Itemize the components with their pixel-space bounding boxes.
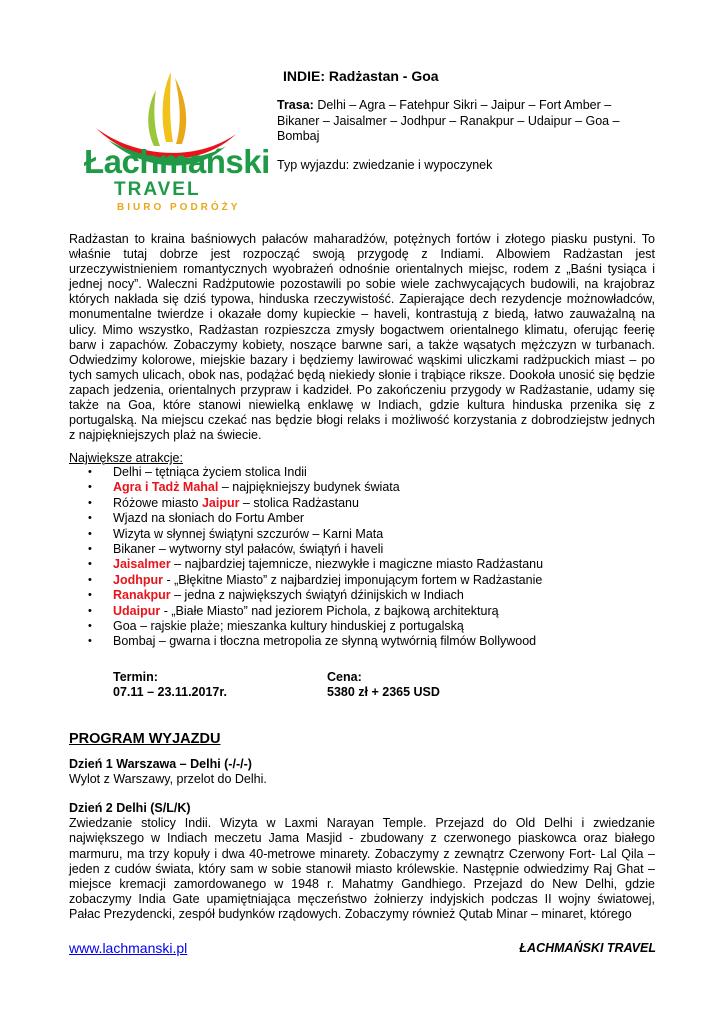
- attraction-item: [69, 465, 659, 480]
- route-value: Delhi – Agra – Fatehpur Sikri – Jaipur – Fort Amber – Bikaner – Jaisalmer – Jodhpur – Ranakpur – Udaipur – Goa – Bombaj: [277, 98, 620, 143]
- page-title: INDIE: Radżastan - Goa: [283, 68, 439, 84]
- attraction-highlight: Udaipur: [113, 603, 161, 618]
- attraction-text: Bombaj – gwarna i tłoczna metropolia ze słynną wytwórnią filmów Bollywood: [113, 634, 537, 649]
- attraction-text: Bikaner – wytworny styl pałaców, świątyń i haveli: [113, 542, 384, 557]
- logo-travel: TRAVEL: [114, 179, 201, 200]
- date-value: 07.11 – 23.11.2017r.: [113, 685, 228, 699]
- attraction-text: – stolica Radżastanu: [239, 495, 359, 510]
- bullet-icon: •: [88, 466, 92, 478]
- bullet-icon: •: [88, 635, 92, 648]
- day-2-title: Dzień 2 Delhi (S/L/K): [69, 801, 191, 815]
- attraction-item: [69, 480, 659, 495]
- attraction-item: [69, 542, 659, 557]
- route-label: Trasa:: [277, 98, 314, 112]
- attraction-highlight: Jaipur: [201, 495, 240, 510]
- attractions-heading: Największe atrakcje:: [69, 451, 183, 465]
- trip-type: Typ wyjazdu: zwiedzanie i wypoczynek: [277, 158, 493, 172]
- intro-paragraph: Radżastan to kraina baśniowych pałaców maharadżów, potężnych fortów i złotego piasku pustyni. To właśnie tutaj dobrze jest rozpocząć swoją przygodę z Indiami. Albowiem Radżastan jest urzeczywistnieniem romantycznych wyobrażeń odnośnie orientalnych miejsc, rodem z „Baśni tysiąca i jednej nocy”. Waleczni Radżputowie pozostawili po sobie wiele zachwycających budowili, na krajobraz których nakłada się dziś typowa, hinduska rzeczywistość. Zapierające dech rezydencje możnowładców, monumentalne twierdze i okazałe domy kupieckie – haveli, kontrastują z biedą, łatwo zauważalną na ulicy. Mimo wszystko, Radżastan rozpieszcza zmysły bogactwem orientalnego klimatu, oferując feerię barw i zapachów. Zobaczymy kobiety, noszące barwne sari, a także wąsatych mężczyzn w turbanach. Odwiedzimy kolorowe, miejskie bazary i będziemy lawirować wąskimi uliczkami radżpuckich miast – po tych samych ulicach, obok nas, podążać będą niekiedy słonie i trąbiące riksze. Dookoła unosić się będzie zapach jedzenia, orientalnych przypraw i kadzideł. Po zakończeniu przygody w Radżastanie, udamy się także na Goa, które stanowi niewielką enklawę w Indiach, gdzie kultura hinduska przenika się z portugalską. Na miejscu czekać nas będzie błogi relaks i możliwość korzystania z dobrodziejstw jednych z najpiękniejszych plaż na świecie.: [69, 232, 655, 443]
- attraction-text: Goa – rajskie plaże; mieszanka kultury hinduskiej z portugalską: [113, 619, 464, 634]
- attraction-highlight: Agra i Tadż Mahal: [113, 480, 219, 495]
- footer-brand: ŁACHMAŃSKI TRAVEL: [519, 941, 656, 955]
- attractions-list: [69, 465, 659, 650]
- price-label: Cena:: [327, 670, 362, 684]
- day-1: [69, 757, 655, 787]
- bullet-icon: •: [88, 543, 92, 556]
- attraction-text: – najpiękniejszy budynek świata: [218, 480, 400, 495]
- attraction-text: - „Białe Miasto” nad jeziorem Pichola, z bajkową architekturą: [160, 603, 499, 618]
- bullet-icon: •: [88, 481, 92, 494]
- bullet-icon: •: [88, 573, 92, 586]
- attraction-text: Różowe miasto: [113, 495, 202, 510]
- attraction-text: - „Błękitne Miasto” z najbardziej imponującym fortem w Radżastanie: [163, 572, 543, 587]
- bullet-icon: •: [88, 620, 92, 633]
- program-heading: PROGRAM WYJAZDU: [69, 731, 221, 747]
- day-2-text: Zwiedzanie stolicy Indii. Wizyta w Laxmi Narayan Temple. Przejazd do Old Delhi i zwiedzanie największego w Indiach meczetu Jama Masjid - zbudowany z czerwonego piaskowca oraz białego marmuru, ma trzy kopuły i dwa 40-metrowe minarety. Zobaczymy z zewnątrz Czerwony Fort- Lal Qila – jeden z cudów świata, który sam w sobie stanowił miasto królewskie. Następnie odwiedzimy Raj Ghat – miejsce kremacji zamordowanego w 1948 r. Mahatmy Gandhiego. Przejazd do New Delhi, gdzie zobaczymy India Gate upamiętniająca męczeństwo żołnierzy indyjskich podczas II wojny światowej, Pałac Prezydencki, zespół budynków rządowych. Zobaczymy również Qutab Minar – minaret, którego: [69, 816, 655, 922]
- attraction-text: – jedna z największych świątyń dźinijskich w Indiach: [170, 588, 464, 603]
- day-1-title: Dzień 1 Warszawa – Delhi (-/-/-): [69, 757, 252, 771]
- bullet-icon: •: [88, 558, 92, 571]
- attraction-item: [69, 573, 659, 588]
- attraction-highlight: Ranakpur: [113, 588, 171, 603]
- attraction-item: [69, 634, 659, 649]
- day-2: [69, 801, 655, 923]
- attraction-item: [69, 588, 659, 603]
- price-value: 5380 zł + 2365 USD: [327, 685, 440, 699]
- attraction-text: Delhi – tętniąca życiem stolica Indii: [113, 465, 307, 479]
- attraction-text: – najbardziej tajemnicze, niezwykłe i magiczne miasto Radżastanu: [170, 557, 544, 572]
- bullet-icon: •: [88, 604, 92, 617]
- route-text: [277, 98, 637, 145]
- attraction-text: Wizyta w słynnej świątyni szczurów – Karni Mata: [113, 526, 384, 541]
- logo-tagline: BIURO PODRÓŻY: [117, 202, 241, 213]
- attraction-item: [69, 511, 659, 526]
- logo-wordmark: Łachmański: [84, 143, 270, 180]
- attraction-highlight: Jaisalmer: [113, 557, 171, 572]
- date-block: [113, 670, 227, 700]
- website-link[interactable]: www.lachmanski.pl: [69, 940, 188, 956]
- attraction-item: [69, 557, 659, 572]
- attraction-text: Wjazd na słoniach do Fortu Amber: [113, 511, 305, 526]
- price-block: [327, 670, 440, 700]
- attraction-highlight: Jodhpur: [113, 572, 163, 587]
- bullet-icon: •: [88, 496, 92, 509]
- date-label: Termin:: [113, 670, 158, 684]
- attraction-item: [69, 527, 659, 542]
- bullet-icon: •: [88, 589, 92, 602]
- attraction-item: [69, 496, 659, 511]
- bullet-icon: •: [88, 512, 92, 525]
- attraction-item: [69, 604, 659, 619]
- day-1-text: Wylot z Warszawy, przelot do Delhi.: [69, 772, 267, 786]
- bullet-icon: •: [88, 527, 92, 540]
- attraction-item: [69, 619, 659, 634]
